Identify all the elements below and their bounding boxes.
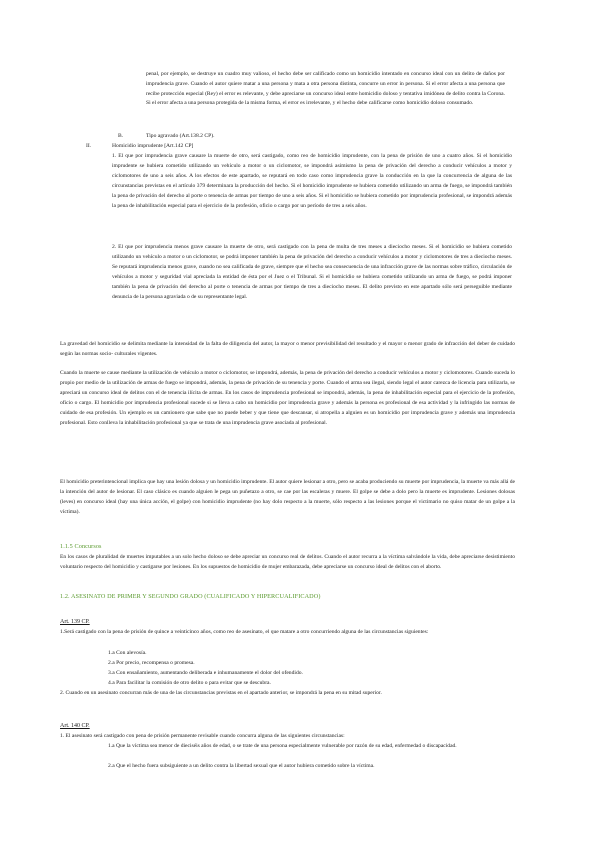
list-item: 2.a Que el hecho fuera subsiguiente a un delito contra la libertad sexual que el autor hubiera cometido sobre la víctima. bbox=[108, 763, 375, 769]
intro-continuation: penal, por ejemplo, se destruye un cuadro muy valioso, el hecho debe ser calificado como un homicidio intentado en concurso ideal con un delito de daños por imprudencia grave. Cuando el autor quiere matar a una persona y mata a otra persona distinta, concurre un error in persona. Si el error afecta a una persona que recibe protección especial (Rey) el error es relevante, y debe apreciarse un concurso ideal entre homicidio doloso y tentativa imidónea de delito contra la Corona. Si el error afecta a una persona protegida de la misma forma, el error es irrelevante, y el hecho debe calificarse como homicidio doloso consumado. bbox=[146, 71, 505, 107]
item-b-marker: B. bbox=[118, 133, 124, 139]
paragraph-concursos: En los casos de pluralidad de muertes imputables a un solo hecho doloso se debe apreciar un concurso real de delitos. Cuando el autor recurra a la víctima salvándole la vida, debe apreciarse desistimiento voluntario respecto del homicidio y castigarse por lesiones. En los supuestos de homicidio de mujer embarazada, debe apreciarse un concurso ideal de delitos con el aborto. bbox=[60, 554, 515, 571]
item-ii-marker: II. bbox=[86, 143, 92, 149]
art-140-title: Art. 140 CP. bbox=[60, 723, 90, 729]
list-item: 1.a Con alevosía. bbox=[108, 650, 147, 656]
item-ii-text: Homicidio imprudente [Art.142 CP] bbox=[112, 143, 194, 149]
section-heading-concursos: 1.1.5 Concursos bbox=[60, 543, 102, 550]
homicidio-imprudente-p1: 1. El que por imprudencia grave causare la muerte de otro, será castigado, como reo de homicidio imprudente, con la pena de prisión de uno a cuatro años. Si el homicidio imprudente se hubiera cometido utilizando un vehículo a motor o un ciclomotor, se impondrá asimismo la pena de privación del derecho a conducir vehículos a motor y ciclomotores de uno a seis años. A los efectos de este apartado, se reputará en todo caso como imprudencia grave la conducción en la que la concurrencia de alguna de las circunstancias previstas en el artículo 379 determinara la producción del hecho. Si el homicidio imprudente se hubiera cometido utilizando un arma de fuego, se impondrá también la pena de privación del derecho al porte o tenencia de armas por tiempo de uno a seis años. Si el homicidio se hubiera cometido por imprudencia profesional, se impondrá además la pena de inhabilitación especial para el ejercicio de la profesión, oficio o cargo por un período de tres a seis años. bbox=[112, 153, 512, 210]
art-139-intro: 1.Será castigado con la pena de prisión de quince a veinticinco años, como reo de asesinato, el que matare a otro concurriendo alguna de las circunstancias siguientes: bbox=[60, 629, 429, 635]
list-item: 1.a Que la víctima sea menor de dieciséis años de edad, o se trate de una persona especialmente vulnerable por razón de su edad, enfermedad o discapacidad. bbox=[108, 743, 457, 749]
paragraph-vehiculo: Cuando la muerte se cause mediante la utilización de vehículo a motor o ciclomotor, se impondrá, además, la pena de privación del derecho a conducir vehículos a motor y ciclomotores. Cuando suceda lo propio por medio de la utilización de armas de fuego se impondrá, además, la pena de privación de su tenencia y porte. Cuando el arma sea ilegal, siendo legal el autor carezca de licencia para utilizarla, se apreciará un concurso ideal de delitos con el de tenencia ilícita de armas. En los casos de imprudencia profesional se impondrá, además, la pena de inhabilitación especial para el ejercicio de la profesión, oficio o cargo. El homicidio por imprudencia profesional sucede si se lleva a cabo un homicidio por imprudencia grave y además la persona es profesional de esa actividad y la infringido las normas de cuidado de esa profesión. Un ejemplo es un camionero que sabe que no puede beber y que tiene que descansar, si atropella a alguien es un homicidio por imprudencia grave y además una imprudencia profesional. Esto conlleva la inhabilitación profesional ya que se trata de una imprudencia grave asociada al profesional. bbox=[60, 370, 515, 427]
list-item: 3.a Con ensañamiento, aumentando deliberada e inhumanamente el dolor del ofendido. bbox=[108, 670, 303, 676]
section-heading-asesinato: 1.2. ASESINATO DE PRIMER Y SEGUNDO GRADO (CUALIFICADO Y HIPERCUALIFICADO) bbox=[60, 593, 321, 600]
list-item: 4.a Para facilitar la comisión de otro delito o para evitar que se descubra. bbox=[108, 680, 271, 686]
art-139-p2: 2. Cuando en un asesinato concurran más de una de las circunstancias previstas en el apartado anterior, se impondrá la pena en su mitad superior. bbox=[60, 690, 382, 696]
paragraph-preterintencional: El homicidio preterintencional implica que hay una lesión dolosa y un homicidio imprudente. El autor quiere lesionar a otro, pero se acaba produciendo su muerte por imprudencia, la muerte va más allá de la intención del autor de lesionar. El caso clásico es cuando alguien le pega un puñetazo a otro, se cae por las escaleras y muere. El golpe se debe a dolo pero la muerte es imprudente. Lesiones dolosas (leves) en concurso ideal (hay una única acción, el golpe) con homicidio imprudente (no hay dolo respecto a la muerte, sólo respecto a las lesiones porque el victimario no quiso matar de un golpe a la víctima). bbox=[60, 479, 515, 516]
item-b-text: Tipo agravado (Art.138.2 CP). bbox=[146, 133, 215, 139]
paragraph-gravedad: La gravedad del homicidio se delimita mediante la intensidad de la falta de diligencia del autor, la mayor o menor previsibilidad del resultado y el mayor o menor grado de infracción del deber de cuidado según las normas socio- culturales vigentes. bbox=[60, 341, 515, 358]
art-140-intro: 1. El asesinato será castigado con pena de prisión permanente revisable cuando concurra alguna de las siguientes circunstancias: bbox=[60, 733, 345, 739]
list-item: 2.a Por precio, recompensa o promesa. bbox=[108, 660, 195, 666]
art-139-title: Art. 139 CP. bbox=[60, 619, 90, 625]
homicidio-imprudente-p2: 2. El que por imprudencia menos grave causare la muerte de otro, será castigado con la pena de multa de tres meses a dieciocho meses. Si el homicidio se hubiera cometido utilizando un vehículo a motor o un ciclomotor, se podrá imponer también la pena de privación del derecho a conducir vehículos a motor y ciclomotores de tres a dieciocho meses. Se reputará imprudencia menos grave, cuando no sea calificada de grave, siempre que el hecho sea consecuencia de una infracción grave de las normas sobre tráfico, circulación de vehículos a motor y seguridad vial apreciada la entidad de ésta por el Juez o el Tribunal. Si el homicidio se hubiera cometido utilizando un arma de fuego, se podrá imponer también la pena de privación del derecho al porte o tenencia de armas por tiempo de tres a dieciocho meses. El delito previsto en este apartado sólo será perseguible mediante denuncia de la persona agraviada o de su representante legal. bbox=[112, 244, 512, 301]
